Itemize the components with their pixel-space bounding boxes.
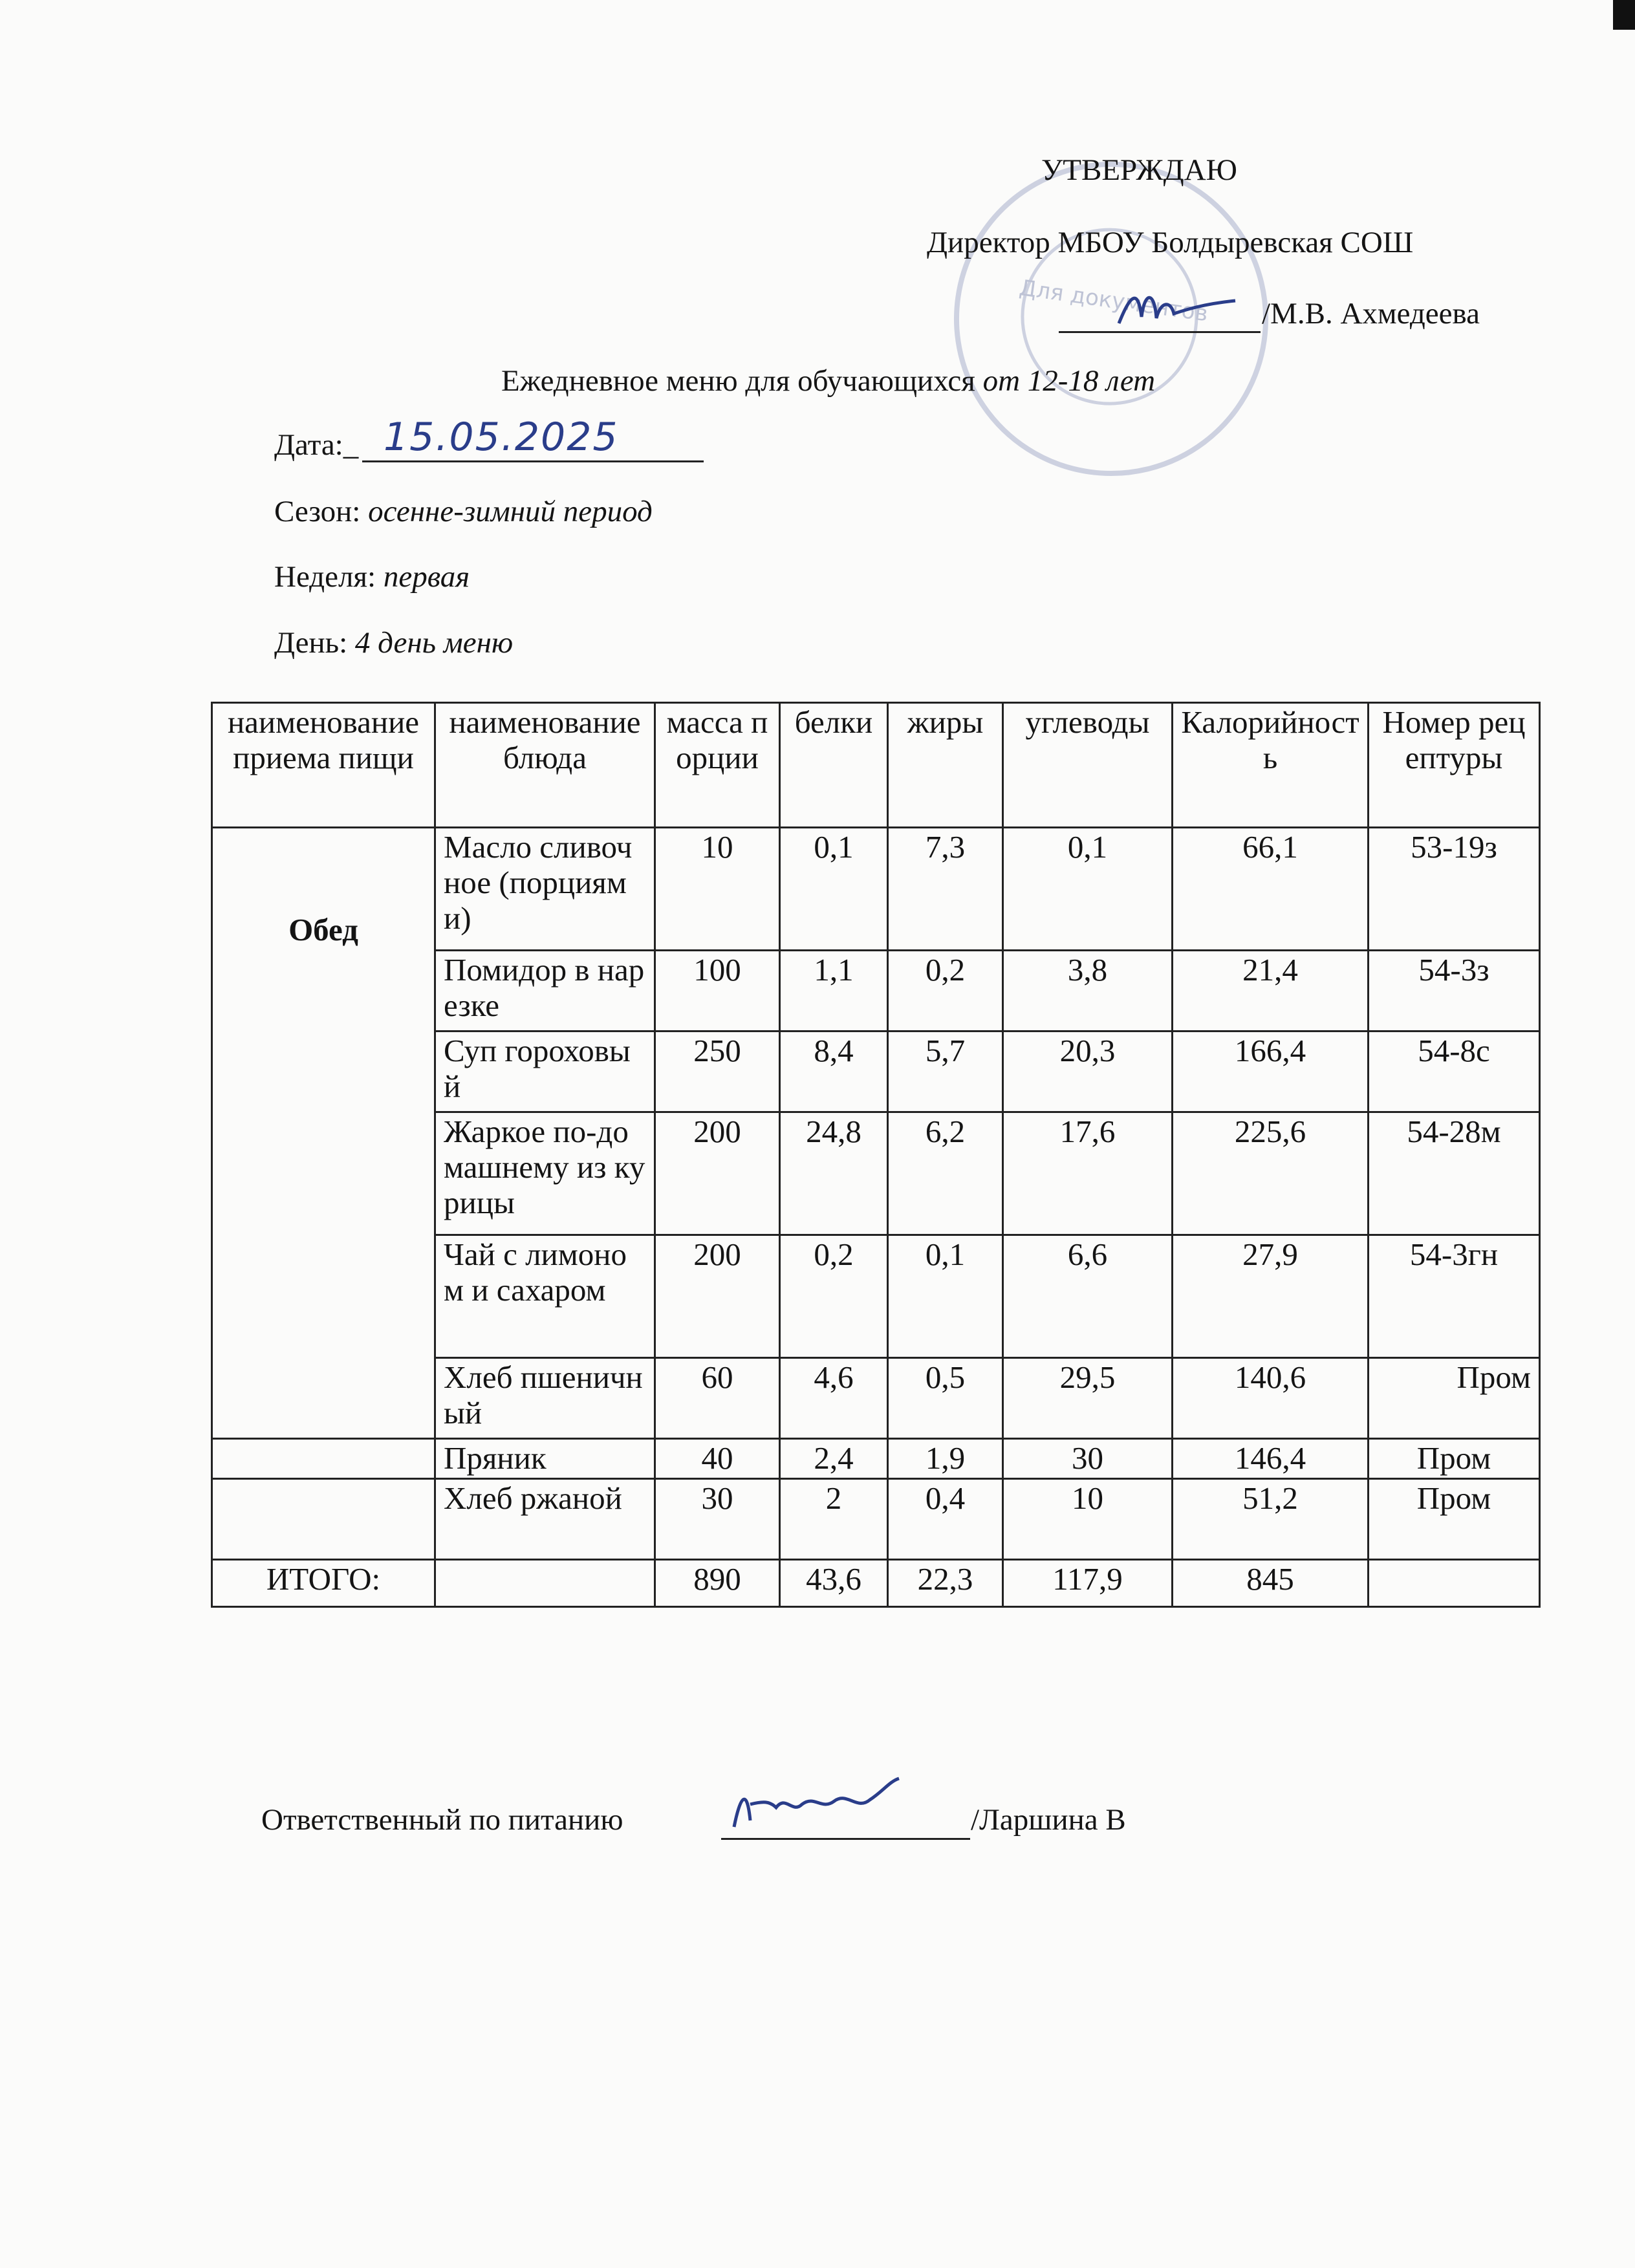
table-header-row (212, 703, 1540, 828)
proteins-cell: 1,1 (780, 951, 888, 1031)
total-label: ИТОГО: (212, 1559, 435, 1606)
mass-cell: 200 (655, 1112, 780, 1235)
proteins-cell: 8,4 (780, 1031, 888, 1112)
dish-name: Хлеб пшеничный (435, 1358, 655, 1439)
proteins-cell: 2,4 (780, 1439, 888, 1479)
approval-name: /М.В. Ахмедеева (1262, 297, 1480, 330)
recipe-cell: 53-19з (1369, 828, 1540, 951)
proteins-cell: 4,6 (780, 1358, 888, 1439)
meal-cell-empty (212, 1439, 435, 1479)
fats-cell: 0,5 (888, 1358, 1003, 1439)
fats-cell: 0,1 (888, 1235, 1003, 1358)
dish-name: Хлеб ржаной (435, 1478, 655, 1559)
calories-cell: 27,9 (1173, 1235, 1369, 1358)
proteins-cell: 0,1 (780, 828, 888, 951)
carbs-cell: 3,8 (1003, 951, 1173, 1031)
calories-cell: 140,6 (1173, 1358, 1369, 1439)
approval-title: УТВЕРЖДАЮ (1041, 153, 1237, 187)
week-label: Неделя: (274, 560, 376, 594)
mass-cell: 40 (655, 1439, 780, 1479)
carbs-cell: 30 (1003, 1439, 1173, 1479)
week-value: первая (383, 560, 470, 594)
dish-name: Помидор в нарезке (435, 951, 655, 1031)
header-carbs: углеводы (1003, 703, 1173, 828)
scan-corner-mark (1613, 0, 1635, 30)
carbs-cell: 6,6 (1003, 1235, 1173, 1358)
day-value: 4 день меню (354, 626, 514, 660)
header-proteins: белки (780, 703, 888, 828)
season-line (274, 497, 653, 527)
fats-cell: 0,4 (888, 1478, 1003, 1559)
table-row (212, 828, 1540, 951)
responsible-signature (724, 1775, 918, 1840)
fats-cell: 1,9 (888, 1439, 1003, 1479)
recipe-cell: 54-3гн (1369, 1235, 1540, 1358)
dish-name: Чай с лимоном и сахаром (435, 1235, 655, 1358)
recipe-cell: Пром (1369, 1478, 1540, 1559)
mass-cell: 100 (655, 951, 780, 1031)
calories-cell: 146,4 (1173, 1439, 1369, 1479)
total-mass: 890 (655, 1559, 780, 1606)
calories-cell: 21,4 (1173, 951, 1369, 1031)
date-underline (362, 460, 704, 462)
proteins-cell: 24,8 (780, 1112, 888, 1235)
dish-name: Масло сливочное (порциями) (435, 828, 655, 951)
header-mass: масса порции (655, 703, 780, 828)
recipe-cell: Пром (1369, 1358, 1540, 1439)
fats-cell: 0,2 (888, 951, 1003, 1031)
menu-title-age: от 12-18 лет (982, 364, 1156, 398)
director-signature (1112, 278, 1242, 336)
meal-cell-empty (212, 1478, 435, 1559)
recipe-cell: 54-28м (1369, 1112, 1540, 1235)
day-label: День: (274, 626, 348, 660)
approval-position: Директор МБОУ Болдыревская СОШ (927, 226, 1414, 259)
total-carbs: 117,9 (1003, 1559, 1173, 1606)
fats-cell: 5,7 (888, 1031, 1003, 1112)
season-value: осенне-зимний период (368, 495, 653, 528)
recipe-cell: Пром (1369, 1439, 1540, 1479)
header-fats: жиры (888, 703, 1003, 828)
table-row (212, 1478, 1540, 1559)
calories-cell: 66,1 (1173, 828, 1369, 951)
mass-cell: 30 (655, 1478, 780, 1559)
header-recipe: Номер рецептуры (1369, 703, 1540, 828)
header-dish: наименование блюда (435, 703, 655, 828)
mass-cell: 10 (655, 828, 780, 951)
dish-name: Пряник (435, 1439, 655, 1479)
carbs-cell: 0,1 (1003, 828, 1173, 951)
total-recipe-empty (1369, 1559, 1540, 1606)
calories-cell: 225,6 (1173, 1112, 1369, 1235)
stamp-center-text: Для документов (1017, 275, 1210, 327)
table-row (212, 1439, 1540, 1479)
calories-cell: 166,4 (1173, 1031, 1369, 1112)
season-label: Сезон: (274, 495, 361, 528)
meal-cell: Обед (212, 828, 435, 1439)
fats-cell: 7,3 (888, 828, 1003, 951)
recipe-cell: 54-3з (1369, 951, 1540, 1031)
carbs-cell: 29,5 (1003, 1358, 1173, 1439)
header-calories: Калорийность (1173, 703, 1369, 828)
carbs-cell: 20,3 (1003, 1031, 1173, 1112)
date-value: 15.05.2025 (384, 415, 619, 460)
mass-cell: 200 (655, 1235, 780, 1358)
total-calories: 845 (1173, 1559, 1369, 1606)
responsible-name: /Ларшина В (971, 1803, 1126, 1837)
total-dish-empty (435, 1559, 655, 1606)
total-proteins: 43,6 (780, 1559, 888, 1606)
menu-title (501, 366, 1155, 396)
proteins-cell: 0,2 (780, 1235, 888, 1358)
mass-cell: 60 (655, 1358, 780, 1439)
dish-name: Суп гороховый (435, 1031, 655, 1112)
fats-cell: 6,2 (888, 1112, 1003, 1235)
carbs-cell: 17,6 (1003, 1112, 1173, 1235)
proteins-cell: 2 (780, 1478, 888, 1559)
menu-table (211, 702, 1541, 1608)
carbs-cell: 10 (1003, 1478, 1173, 1559)
dish-name: Жаркое по-домашнему из курицы (435, 1112, 655, 1235)
header-meal: наименование приема пищи (212, 703, 435, 828)
total-row (212, 1559, 1540, 1606)
day-line (274, 628, 513, 658)
total-fats: 22,3 (888, 1559, 1003, 1606)
week-line (274, 562, 470, 592)
menu-title-text: Ежедневное меню для обучающихся (501, 364, 975, 398)
mass-cell: 250 (655, 1031, 780, 1112)
date-label: Дата:_ (274, 428, 359, 462)
responsible-label: Ответственный по питанию (261, 1803, 623, 1837)
calories-cell: 51,2 (1173, 1478, 1369, 1559)
recipe-cell: 54-8с (1369, 1031, 1540, 1112)
